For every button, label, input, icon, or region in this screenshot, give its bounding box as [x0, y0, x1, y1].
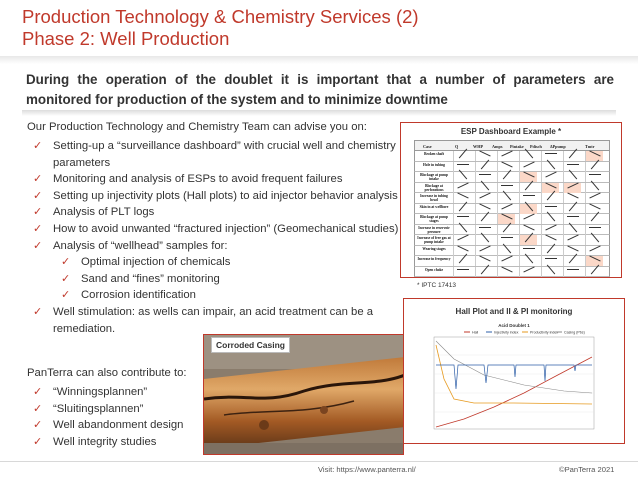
trend-arrow-icon: [459, 170, 467, 180]
trend-arrow-icon: [501, 237, 513, 238]
check-icon: ✓: [33, 222, 43, 235]
trend-arrow-icon: [457, 245, 468, 251]
trend-arrow-icon: [459, 222, 467, 232]
trend-arrow-icon: [547, 243, 555, 253]
esp-case-label: Blockage at perforations: [424, 183, 444, 192]
trend-arrow-icon: [501, 185, 513, 186]
trend-arrow-icon: [523, 214, 534, 220]
esp-case-label: Open choke: [424, 267, 444, 272]
trend-arrow-icon: [459, 254, 467, 264]
check-icon: ✓: [33, 206, 43, 219]
trend-arrow-icon: [589, 256, 600, 262]
esp-indicator-cell: [541, 183, 559, 193]
esp-dashboard-title: ESP Dashboard Example *: [460, 127, 562, 136]
page-title: [22, 6, 622, 50]
hall-chart-legend: [464, 331, 585, 335]
legend-label: Productivity index: [530, 330, 559, 335]
trend-arrow-icon: [547, 264, 555, 274]
esp-dashboard-figure: [400, 122, 622, 278]
hall-chart-title: Acid Doublet 1: [498, 323, 530, 328]
esp-indicator-cell: [541, 162, 559, 172]
esp-indicator-cell: [563, 151, 581, 161]
esp-case-label: Increase in tubing head: [420, 194, 448, 202]
esp-indicator-cell: [497, 235, 515, 245]
trend-arrow-icon: [457, 182, 468, 188]
corroded-casing-image: [204, 335, 404, 455]
esp-indicator-cell: [563, 214, 581, 224]
trend-arrow-icon: [503, 222, 511, 232]
legend-label: Casing (Pbs): [564, 330, 585, 335]
esp-indicator-cell: [453, 172, 471, 182]
esp-case-label: Broken shaft: [424, 152, 444, 156]
esp-indicator-cell: [563, 162, 581, 172]
trend-arrow-icon: [479, 203, 490, 209]
trend-arrow-icon: [567, 164, 579, 165]
panterra-lead-text: PanTerra can also contribute to:: [27, 367, 187, 379]
trend-arrow-icon: [523, 161, 534, 167]
esp-indicator-cell: [497, 267, 515, 277]
check-icon: ✓: [33, 402, 43, 415]
esp-case-label: Increase in reservoir pressure: [418, 225, 450, 234]
esp-indicator-cell: [585, 225, 603, 235]
esp-indicator-cell: [585, 151, 603, 161]
list-item-text: Monitoring and analysis of ESPs to avoid frequent failures: [53, 173, 343, 186]
trend-arrow-icon: [589, 151, 600, 157]
esp-indicator-cell: [541, 246, 559, 256]
trend-arrow-icon: [501, 256, 512, 262]
trend-arrow-icon: [589, 203, 600, 209]
list-item-text: Well stimulation: as wells can impair, an acid treatment can be a: [53, 305, 374, 318]
list-item: [27, 155, 422, 172]
esp-table-row: [414, 235, 610, 246]
esp-column-header: Pintake: [510, 144, 524, 149]
trend-arrow-icon: [589, 245, 600, 251]
esp-column-header: Q: [455, 144, 459, 149]
esp-indicator-cell: [497, 256, 515, 266]
esp-indicator-cell: [563, 183, 581, 193]
esp-table-row: [414, 193, 610, 204]
esp-column-header: Pdisch: [530, 144, 542, 149]
list-item-text: “Sluitingsplannen”: [53, 402, 144, 415]
esp-indicator-cell: [497, 193, 515, 203]
trend-arrow-icon: [479, 174, 491, 175]
trend-arrow-icon: [547, 191, 555, 201]
hall-plot-title: Hall Plot and II & PI monitoring: [455, 307, 573, 316]
legend-label: Injectivity index: [494, 330, 519, 335]
trend-arrow-icon: [481, 180, 489, 190]
footer-divider: [0, 461, 638, 462]
esp-indicator-cell: [453, 193, 471, 203]
hall-plot-area: [434, 337, 594, 429]
list-item-text: Well integrity studies: [53, 435, 157, 448]
esp-indicator-cell: [585, 172, 603, 182]
esp-indicator-cell: [585, 256, 603, 266]
esp-indicator-cell: [453, 225, 471, 235]
list-item: [27, 188, 422, 205]
esp-reference-note: * IPTC 17413: [417, 282, 457, 289]
trend-arrow-icon: [525, 180, 533, 190]
esp-table-row: [414, 183, 610, 194]
esp-indicator-cell: [563, 246, 581, 256]
esp-indicator-cell: [497, 225, 515, 235]
check-icon: ✓: [33, 386, 43, 398]
esp-indicator-cell: [497, 172, 515, 182]
trend-arrow-icon: [569, 222, 577, 232]
esp-indicator-cell: [475, 235, 493, 245]
esp-indicator-cell: [519, 151, 537, 161]
esp-column-header: Amps: [492, 144, 503, 149]
trend-arrow-icon: [589, 193, 600, 199]
check-icon: ✓: [33, 189, 43, 202]
trend-arrow-icon: [523, 266, 534, 272]
trend-arrow-icon: [545, 172, 556, 178]
esp-indicator-cell: [519, 204, 537, 214]
esp-indicator-cell: [453, 151, 471, 161]
list-item: [27, 254, 422, 271]
esp-indicator-cell: [519, 162, 537, 172]
list-item: [27, 271, 422, 288]
trend-arrow-icon: [525, 201, 533, 211]
footer-copyright: ©PanTerra 2021: [559, 465, 615, 474]
team-lead-text: Our Production Technology and Chemistry Team can advise you on:: [27, 121, 367, 133]
intro-divider: [22, 110, 616, 116]
esp-indicator-cell: [497, 151, 515, 161]
trend-arrow-icon: [479, 256, 490, 262]
trend-arrow-icon: [479, 151, 490, 157]
trend-arrow-icon: [481, 264, 489, 274]
esp-indicator-cell: [519, 225, 537, 235]
esp-indicator-cell: [453, 267, 471, 277]
esp-indicator-cell: [453, 256, 471, 266]
esp-indicator-cell: [453, 183, 471, 193]
esp-indicator-cell: [541, 214, 559, 224]
esp-indicator-cell: [563, 225, 581, 235]
esp-case-label: Skin in at wellbore: [419, 204, 449, 209]
trend-arrow-icon: [569, 201, 577, 211]
esp-indicator-cell: [453, 246, 471, 256]
esp-indicator-cell: [585, 267, 603, 277]
esp-column-header: ΔPpump: [550, 144, 566, 149]
esp-indicator-cell: [453, 235, 471, 245]
trend-arrow-icon: [525, 233, 533, 243]
trend-arrow-icon: [503, 243, 511, 253]
trend-arrow-icon: [457, 164, 469, 165]
esp-indicator-cell: [519, 256, 537, 266]
esp-indicator-cell: [519, 193, 537, 203]
check-icon: ✓: [33, 305, 43, 318]
trend-arrow-icon: [545, 224, 556, 230]
trend-arrow-icon: [523, 224, 534, 230]
trend-arrow-icon: [479, 227, 491, 228]
esp-case-label: Blockage at pump stages: [420, 215, 448, 223]
esp-indicator-cell: [475, 225, 493, 235]
esp-table-row: [414, 256, 610, 267]
trend-arrow-icon: [547, 212, 555, 222]
trend-arrow-icon: [523, 195, 535, 196]
esp-table-row: [414, 214, 610, 225]
trend-arrow-icon: [567, 193, 578, 199]
esp-indicator-cell: [585, 235, 603, 245]
esp-column-header: WHP: [473, 144, 484, 149]
esp-indicator-cell: [475, 246, 493, 256]
esp-case-label: Blockage at pump intake: [420, 173, 448, 181]
esp-table-row: [414, 172, 610, 183]
esp-indicator-cell: [475, 204, 493, 214]
list-item-text: remediation.: [53, 322, 116, 335]
trend-arrow-icon: [501, 214, 512, 220]
esp-indicator-cell: [563, 267, 581, 277]
esp-indicator-cell: [497, 246, 515, 256]
list-item-text: “Winningsplannen”: [53, 386, 148, 398]
trend-arrow-icon: [503, 191, 511, 201]
esp-indicator-cell: [497, 214, 515, 224]
esp-indicator-cell: [541, 204, 559, 214]
esp-indicator-cell: [585, 193, 603, 203]
list-item: [27, 304, 422, 321]
check-icon: ✓: [33, 419, 43, 432]
footer-website-link[interactable]: Visit: https://www.panterra.nl/: [318, 465, 416, 474]
trend-arrow-icon: [501, 161, 512, 167]
esp-indicator-cell: [541, 193, 559, 203]
trend-arrow-icon: [523, 248, 535, 249]
esp-indicator-cell: [475, 267, 493, 277]
list-item-text: Sand and “fines” monitoring: [81, 272, 220, 285]
list-item: [27, 287, 422, 304]
esp-indicator-cell: [563, 172, 581, 182]
esp-indicator-cell: [563, 204, 581, 214]
list-item-text: Setting-up a “surveillance dashboard” with crucial well and chemistry: [53, 140, 396, 152]
esp-indicator-cell: [475, 214, 493, 224]
list-item-text: How to avoid unwanted “fractured injection” (Geomechanical studies): [53, 222, 399, 235]
esp-indicator-cell: [497, 204, 515, 214]
trend-arrow-icon: [567, 269, 579, 270]
check-icon: ✓: [61, 289, 71, 302]
trend-arrow-icon: [481, 159, 489, 169]
trend-arrow-icon: [591, 159, 599, 169]
check-icon: ✓: [61, 256, 71, 269]
trend-arrow-icon: [589, 227, 601, 228]
trend-arrow-icon: [459, 201, 467, 211]
esp-indicator-cell: [541, 172, 559, 182]
list-item: [27, 238, 422, 255]
trend-arrow-icon: [545, 153, 557, 154]
title-line-2: Phase 2: Well Production: [22, 28, 230, 49]
check-icon: ✓: [61, 272, 71, 285]
esp-dashboard-table: [414, 140, 610, 272]
esp-indicator-cell: [519, 172, 537, 182]
trend-arrow-icon: [591, 264, 599, 274]
list-item-text: Optimal injection of chemicals: [81, 256, 231, 269]
title-divider: [0, 56, 638, 64]
trend-arrow-icon: [525, 254, 533, 264]
esp-indicator-cell: [453, 214, 471, 224]
esp-indicator-cell: [541, 267, 559, 277]
esp-table-row: [414, 225, 610, 236]
esp-case-label: Increase in frequency: [417, 257, 451, 261]
list-item-text: Setting up injectivity plots (Hall plots) to aid injector behavior analysis: [53, 189, 398, 202]
esp-column-header: Case: [423, 144, 432, 149]
esp-table-row: [414, 162, 610, 173]
trend-arrow-icon: [457, 216, 469, 217]
title-line-1: Production Technology & Chemistry Services (2): [22, 6, 419, 27]
esp-indicator-cell: [519, 267, 537, 277]
trend-arrow-icon: [591, 233, 599, 243]
esp-indicator-cell: [585, 246, 603, 256]
trend-arrow-icon: [457, 269, 469, 270]
esp-indicator-cell: [475, 256, 493, 266]
trend-arrow-icon: [569, 149, 577, 159]
trend-arrow-icon: [591, 212, 599, 222]
hall-plot-figure: [403, 298, 625, 444]
list-item-text: Analysis of “wellhead” samples for:: [53, 239, 228, 252]
trend-arrow-icon: [457, 235, 468, 241]
esp-indicator-cell: [541, 225, 559, 235]
esp-indicator-cell: [585, 162, 603, 172]
trend-arrow-icon: [569, 254, 577, 264]
trend-arrow-icon: [501, 151, 512, 157]
list-item-text: parameters: [53, 156, 111, 169]
list-item-text: Well abandonment design: [53, 419, 184, 432]
trend-arrow-icon: [457, 193, 468, 199]
trend-arrow-icon: [545, 258, 557, 259]
esp-indicator-cell: [541, 151, 559, 161]
trend-arrow-icon: [589, 174, 601, 175]
esp-indicator-cell: [497, 162, 515, 172]
check-icon: ✓: [33, 435, 43, 448]
esp-indicator-cell: [519, 246, 537, 256]
trend-arrow-icon: [523, 172, 534, 178]
trend-arrow-icon: [545, 182, 556, 188]
trend-arrow-icon: [567, 182, 578, 188]
esp-indicator-cell: [475, 162, 493, 172]
trend-arrow-icon: [479, 245, 490, 251]
trend-arrow-icon: [569, 170, 577, 180]
trend-arrow-icon: [459, 149, 467, 159]
check-icon: ✓: [33, 173, 43, 186]
esp-indicator-cell: [563, 256, 581, 266]
esp-indicator-cell: [541, 256, 559, 266]
trend-arrow-icon: [591, 180, 599, 190]
esp-indicator-cell: [585, 214, 603, 224]
list-item-text: Corrosion identification: [81, 289, 196, 302]
esp-column-header: Tmtr: [585, 144, 595, 149]
esp-indicator-cell: [497, 183, 515, 193]
esp-indicator-cell: [519, 183, 537, 193]
trend-arrow-icon: [501, 203, 512, 209]
trend-arrow-icon: [545, 206, 557, 207]
check-icon: ✓: [33, 239, 43, 252]
list-item: [27, 171, 422, 188]
legend-label: Hall: [472, 330, 479, 335]
trend-arrow-icon: [547, 159, 555, 169]
esp-indicator-cell: [519, 235, 537, 245]
trend-arrow-icon: [501, 266, 512, 272]
esp-case-label: Increase of free gas at pump intake: [417, 236, 451, 244]
list-item: [27, 138, 422, 155]
esp-table-row: [414, 204, 610, 215]
esp-case-label: Hole in tubing: [423, 162, 445, 167]
corroded-casing-label: Corroded Casing: [211, 337, 290, 353]
trend-arrow-icon: [567, 245, 578, 251]
trend-arrow-icon: [481, 212, 489, 222]
esp-table-row: [414, 151, 610, 162]
esp-indicator-cell: [453, 162, 471, 172]
trend-arrow-icon: [545, 235, 556, 241]
esp-indicator-cell: [585, 204, 603, 214]
team-services-list: [27, 138, 422, 337]
esp-indicator-cell: [563, 193, 581, 203]
list-item-text: Analysis of PLT logs: [53, 206, 155, 219]
esp-indicator-cell: [475, 172, 493, 182]
esp-indicator-cell: [519, 214, 537, 224]
esp-indicator-cell: [453, 204, 471, 214]
esp-indicator-cell: [541, 235, 559, 245]
trend-arrow-icon: [479, 193, 490, 199]
esp-indicator-cell: [563, 235, 581, 245]
trend-arrow-icon: [567, 235, 578, 241]
esp-indicator-cell: [475, 151, 493, 161]
esp-case-label: Wearing stages: [422, 246, 446, 251]
list-item: [27, 204, 422, 221]
esp-indicator-cell: [475, 183, 493, 193]
esp-indicator-cell: [585, 183, 603, 193]
trend-arrow-icon: [525, 149, 533, 159]
list-item: [27, 221, 422, 238]
esp-table-row: [414, 267, 610, 278]
check-icon: ✓: [33, 140, 43, 152]
trend-arrow-icon: [567, 216, 579, 217]
intro-text: During the operation of the doublet it is important that a number of parameters are monitored for production of the system and to minimize downtime: [26, 72, 614, 107]
trend-arrow-icon: [481, 233, 489, 243]
esp-indicator-cell: [475, 193, 493, 203]
hall-plot-chart: [414, 319, 614, 439]
trend-arrow-icon: [503, 170, 511, 180]
